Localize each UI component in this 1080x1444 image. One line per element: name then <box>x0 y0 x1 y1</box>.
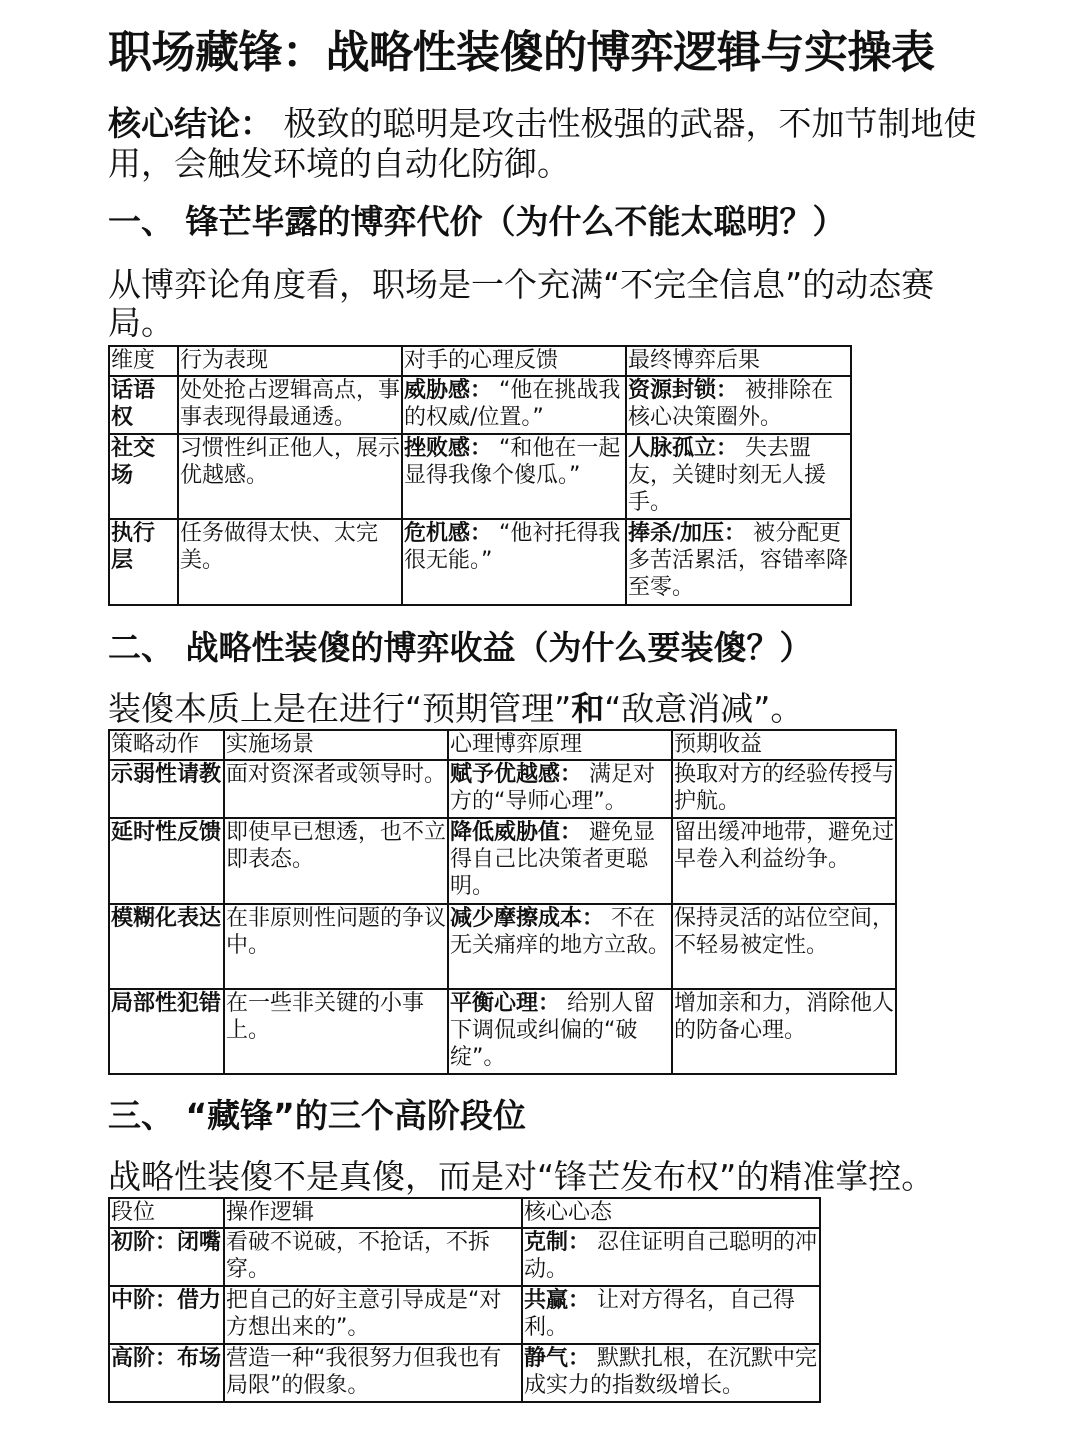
mindset-label: 共赢： <box>524 1288 591 1313</box>
table-row <box>109 1228 820 1286</box>
table-row <box>109 904 896 989</box>
core-conclusion <box>108 104 988 184</box>
mindset-text: 让对方得名，自己得利。 <box>524 1288 796 1340</box>
header-cell: 对手的心理反馈 <box>402 346 626 376</box>
dimension-cell: 执行层 <box>109 519 178 605</box>
feedback-text: “他衬托得我很无能。” <box>404 521 621 573</box>
principle-cell <box>448 760 672 818</box>
result-cell <box>626 376 851 434</box>
principle-label: 赋予优越感： <box>450 762 583 787</box>
section1-heading: 一、 锋芒毕露的博弈代价（为什么不能太聪明？） <box>108 202 846 241</box>
result-text: 被分配更多苦活累活，容错率降至零。 <box>628 521 849 600</box>
logic-cell: 把自己的好主意引导成是“对方想出来的”。 <box>224 1286 522 1344</box>
feedback-text: “和他在一起显得我像个傻瓜。” <box>404 436 621 488</box>
result-text: 失去盟友，关键时刻无人援手。 <box>628 436 827 515</box>
dimension-cell: 话语权 <box>109 376 178 434</box>
scene-cell: 即使早已想透，也不立即表态。 <box>224 818 448 904</box>
intro-part: “敌意消减”。 <box>604 689 804 728</box>
principle-text: 满足对方的“导师心理”。 <box>450 762 656 814</box>
header-cell: 策略动作 <box>109 730 224 760</box>
table-row <box>109 818 896 904</box>
header-cell: 段位 <box>109 1198 224 1228</box>
header-cell: 预期收益 <box>672 730 896 760</box>
gain-cell: 换取对方的经验传授与护航。 <box>672 760 896 818</box>
principle-cell <box>448 904 672 989</box>
principle-text: 不在无关痛痒的地方立敌。 <box>450 906 671 958</box>
feedback-cell <box>402 519 626 605</box>
header-cell: 心理博弈原理 <box>448 730 672 760</box>
action-cell: 模糊化表达 <box>109 904 224 989</box>
section3-heading: 三、 “藏锋”的三个高阶段位 <box>108 1096 526 1135</box>
action-cell: 局部性犯错 <box>109 989 224 1074</box>
action-cell: 延时性反馈 <box>109 818 224 904</box>
table-header-row <box>109 1198 820 1228</box>
header-cell: 实施场景 <box>224 730 448 760</box>
section3-intro: 战略性装傻不是真傻，而是对“锋芒发布权”的精准掌控。 <box>108 1157 935 1196</box>
behavior-cell: 任务做得太快、太完美。 <box>178 519 402 605</box>
result-label: 资源封锁： <box>628 378 739 403</box>
logic-cell: 营造一种“我很努力但我也有局限”的假象。 <box>224 1344 522 1402</box>
table-row <box>109 1344 820 1402</box>
table-row <box>109 760 896 818</box>
page-title: 职场藏锋：战略性装傻的博弈逻辑与实操表 <box>108 27 935 78</box>
principle-cell <box>448 818 672 904</box>
principle-text: 给别人留下调侃或纠偏的“破绽”。 <box>450 991 656 1070</box>
mindset-label: 克制： <box>524 1230 591 1255</box>
result-label: 捧杀/加压： <box>628 521 747 546</box>
logic-cell: 看破不说破，不抢话，不拆穿。 <box>224 1228 522 1286</box>
conclusion-label: 核心结论： <box>108 104 273 143</box>
principle-label: 平衡心理： <box>450 991 561 1016</box>
header-cell: 维度 <box>109 346 178 376</box>
feedback-cell <box>402 376 626 434</box>
intro-and: 和 <box>571 689 605 728</box>
result-label: 人脉孤立： <box>628 436 739 461</box>
principle-label: 降低威胁值： <box>450 820 583 845</box>
table-header-row <box>109 730 896 760</box>
conclusion-text: 极致的聪明是攻击性极强的武器，不加节制地使用，会触发环境的自动化防御。 <box>108 104 977 183</box>
principle-cell <box>448 989 672 1074</box>
principle-text: 避免显得自己比决策者更聪明。 <box>450 820 656 899</box>
dimension-cell: 社交场 <box>109 434 178 519</box>
level-cell: 高阶：布场 <box>109 1344 224 1402</box>
levels-table <box>108 1197 821 1403</box>
principle-label: 减少摩擦成本： <box>450 906 605 931</box>
mindset-cell <box>522 1344 820 1402</box>
scene-cell: 在一些非关键的小事上。 <box>224 989 448 1074</box>
level-cell: 中阶：借力 <box>109 1286 224 1344</box>
behavior-cell: 处处抢占逻辑高点，事事表现得最通透。 <box>178 376 402 434</box>
result-cell <box>626 434 851 519</box>
feedback-text: “他在挑战我的权威/位置。” <box>404 378 621 430</box>
mindset-cell <box>522 1286 820 1344</box>
scene-cell: 面对资深者或领导时。 <box>224 760 448 818</box>
table-row <box>109 1286 820 1344</box>
benefit-table <box>108 729 897 1075</box>
gain-cell: 留出缓冲地带，避免过早卷入利益纷争。 <box>672 818 896 904</box>
table-row <box>109 376 851 434</box>
cost-table <box>108 345 852 606</box>
header-cell: 操作逻辑 <box>224 1198 522 1228</box>
header-cell: 核心心态 <box>522 1198 820 1228</box>
gain-cell: 保持灵活的站位空间，不轻易被定性。 <box>672 904 896 989</box>
action-cell: 示弱性请教 <box>109 760 224 818</box>
behavior-cell: 习惯性纠正他人，展示优越感。 <box>178 434 402 519</box>
table-row <box>109 434 851 519</box>
table-header-row <box>109 346 851 376</box>
section2-intro <box>108 690 988 728</box>
feedback-cell <box>402 434 626 519</box>
mindset-text: 忍住证明自己聪明的冲动。 <box>524 1230 818 1282</box>
section2-heading: 二、 战略性装傻的博弈收益（为什么要装傻？） <box>108 628 813 667</box>
feedback-label: 威胁感： <box>404 378 493 403</box>
feedback-label: 挫败感： <box>404 436 493 461</box>
result-cell <box>626 519 851 605</box>
result-text: 被排除在核心决策圈外。 <box>628 378 834 430</box>
scene-cell: 在非原则性问题的争议中。 <box>224 904 448 989</box>
gain-cell: 增加亲和力，消除他人的防备心理。 <box>672 989 896 1074</box>
table-row <box>109 989 896 1074</box>
mindset-label: 静气： <box>524 1346 591 1371</box>
header-cell: 行为表现 <box>178 346 402 376</box>
level-cell: 初阶：闭嘴 <box>109 1228 224 1286</box>
section1-intro: 从博弈论角度看，职场是一个充满“不完全信息”的动态赛局。 <box>108 265 935 342</box>
feedback-label: 危机感： <box>404 521 493 546</box>
mindset-cell <box>522 1228 820 1286</box>
mindset-text: 默默扎根，在沉默中完成实力的指数级增长。 <box>524 1346 818 1398</box>
intro-part: 装傻本质上是在进行“预期管理” <box>108 689 572 728</box>
table-row <box>109 519 851 605</box>
header-cell: 最终博弈后果 <box>626 346 851 376</box>
